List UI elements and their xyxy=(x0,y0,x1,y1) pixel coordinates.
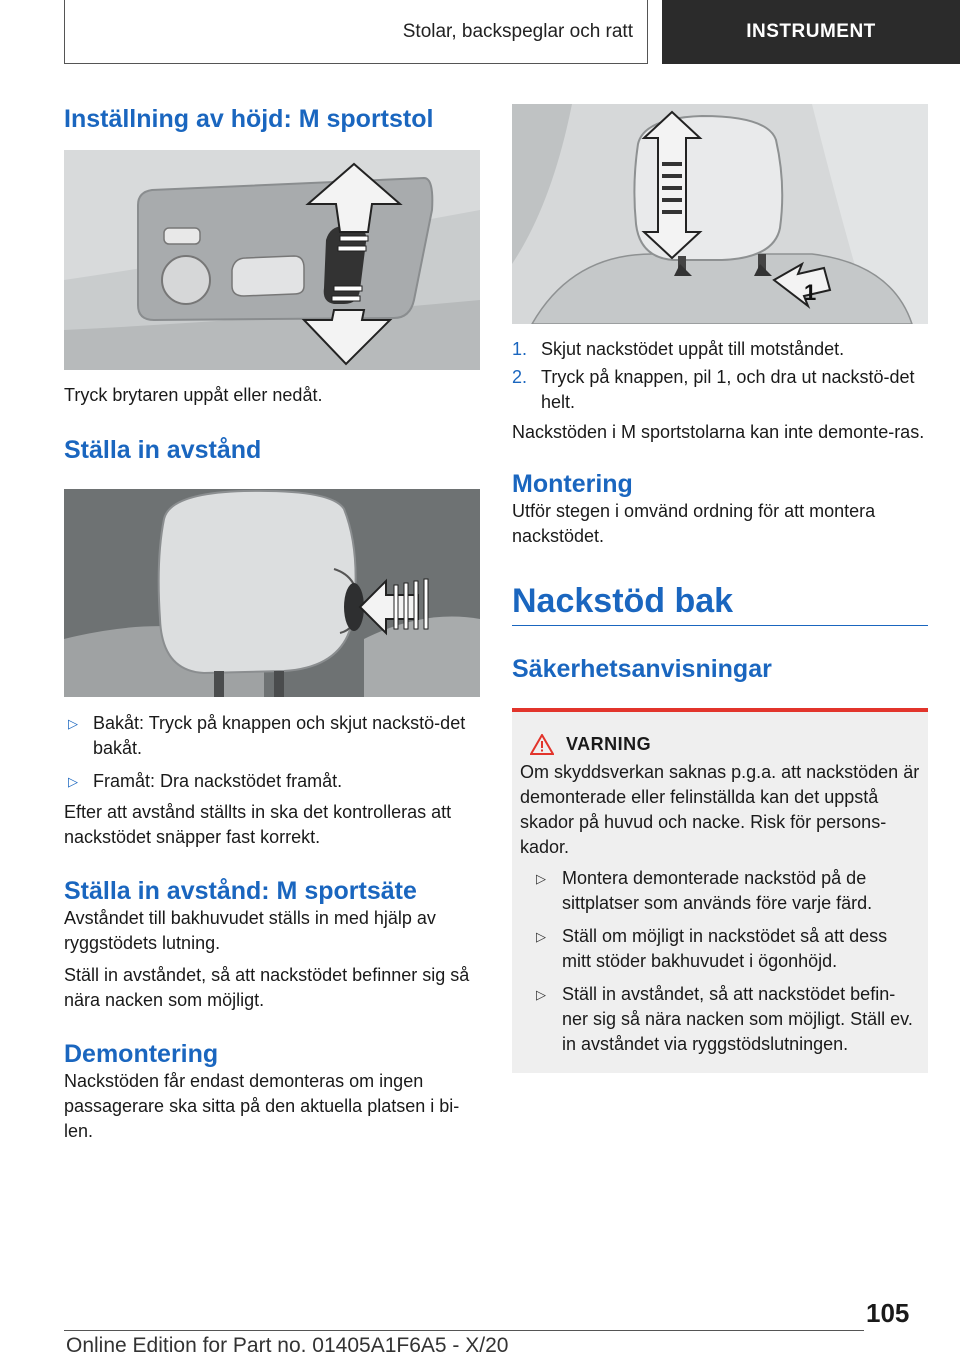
left-column xyxy=(64,104,480,1144)
warning-triangle-icon xyxy=(530,734,554,755)
page-number: 105 xyxy=(866,1298,910,1328)
paragraph-mounting: Utför stegen i omvänd ordning för att montera nackstödet. xyxy=(512,501,876,546)
list-item: ▷ Montera demonterade nackstöd på de sittplatser som används före varje färd. xyxy=(536,868,873,913)
triangle-bullet-icon: ▷ xyxy=(68,774,78,789)
paragraph-height-adjust: Tryck brytaren uppåt eller nedåt. xyxy=(64,385,323,405)
paragraph-after-adjust: Efter att avstånd ställts in ska det kontrolleras att nackstödet snäpper fast korrekt. xyxy=(64,802,452,847)
triangle-bullet-icon: ▷ xyxy=(536,987,546,1002)
triangle-bullet-icon: ▷ xyxy=(536,929,546,944)
list-item: ▷ Bakåt: Tryck på knappen och skjut nackstö-det bakåt. xyxy=(68,713,466,758)
heading-removal: Demontering xyxy=(64,1040,219,1068)
list-item: ▷ Ställ om möjligt in nackstödet så att dess mitt stöder bakhuvudet i ögonhöjd. xyxy=(536,926,888,971)
header-section-title: Stolar, backspeglar och ratt xyxy=(64,0,648,64)
paragraph-removal: Nackstöden får endast demonteras om ingen passagerare ska sitta på den aktuella platsen i bi-len. xyxy=(64,1071,460,1141)
section-divider xyxy=(512,625,928,626)
distance-bullet-list xyxy=(64,711,480,794)
heading-safety: Säkerhetsanvisningar xyxy=(512,655,772,683)
figure-seat-switch xyxy=(64,150,480,370)
list-item: ▷ Ställ in avståndet, så att nackstödet befin-ner sig så nära nacken som möjligt. Ställ ev. in avståndet via ryggstödslutningen. xyxy=(536,984,913,1054)
paragraph-msport-2: Ställ in avståndet, så att nackstödet befinner sig så nära nacken som möjligt. xyxy=(64,965,470,1010)
paragraph-msport-note: Nackstöden i M sportstolarna kan inte demonte-ras. xyxy=(512,422,925,442)
figure-callout-label: 1 xyxy=(804,280,817,305)
triangle-bullet-icon: ▷ xyxy=(68,716,78,731)
heading-mounting: Montering xyxy=(512,470,633,498)
heading-msport-distance: Ställa in avstånd: M sportsäte xyxy=(64,877,417,905)
heading-distance: Ställa in avstånd xyxy=(64,436,262,464)
paragraph-msport-1: Avståndet till bakhuvudet ställs in med hjälp av ryggstödets lutning. xyxy=(64,908,436,953)
figure-headrest-distance xyxy=(64,489,480,697)
right-column xyxy=(512,104,928,1073)
warning-box xyxy=(512,708,928,1073)
figure-headrest-removal xyxy=(512,104,928,324)
footer-divider xyxy=(64,1330,864,1331)
list-item: 2. Tryck på knappen, pil 1, och dra ut nackstö-det helt. xyxy=(512,367,915,412)
removal-steps-list xyxy=(512,337,928,415)
triangle-bullet-icon: ▷ xyxy=(536,871,546,886)
header-chapter-tab[interactable]: INSTRUMENT xyxy=(662,0,960,64)
heading-height-adjust: Inställning av höjd: M sportstol xyxy=(64,105,434,133)
list-item: 1. Skjut nackstödet uppåt till motståndet. xyxy=(512,339,845,359)
list-item: ▷ Framåt: Dra nackstödet framåt. xyxy=(64,769,480,794)
heading-rear-headrest: Nackstöd bak xyxy=(512,582,734,620)
warning-list xyxy=(520,866,920,1057)
warning-title: VARNING xyxy=(530,734,920,755)
footer-edition: Online Edition for Part no. 01405A1F6A5 - X/20 xyxy=(66,1334,509,1357)
warning-text: Om skyddsverkan saknas p.g.a. att nackstöden är demonterade eller felinställda kan det uppstå skador på huvud och nacke. Risk för persons-kador. xyxy=(520,762,920,857)
